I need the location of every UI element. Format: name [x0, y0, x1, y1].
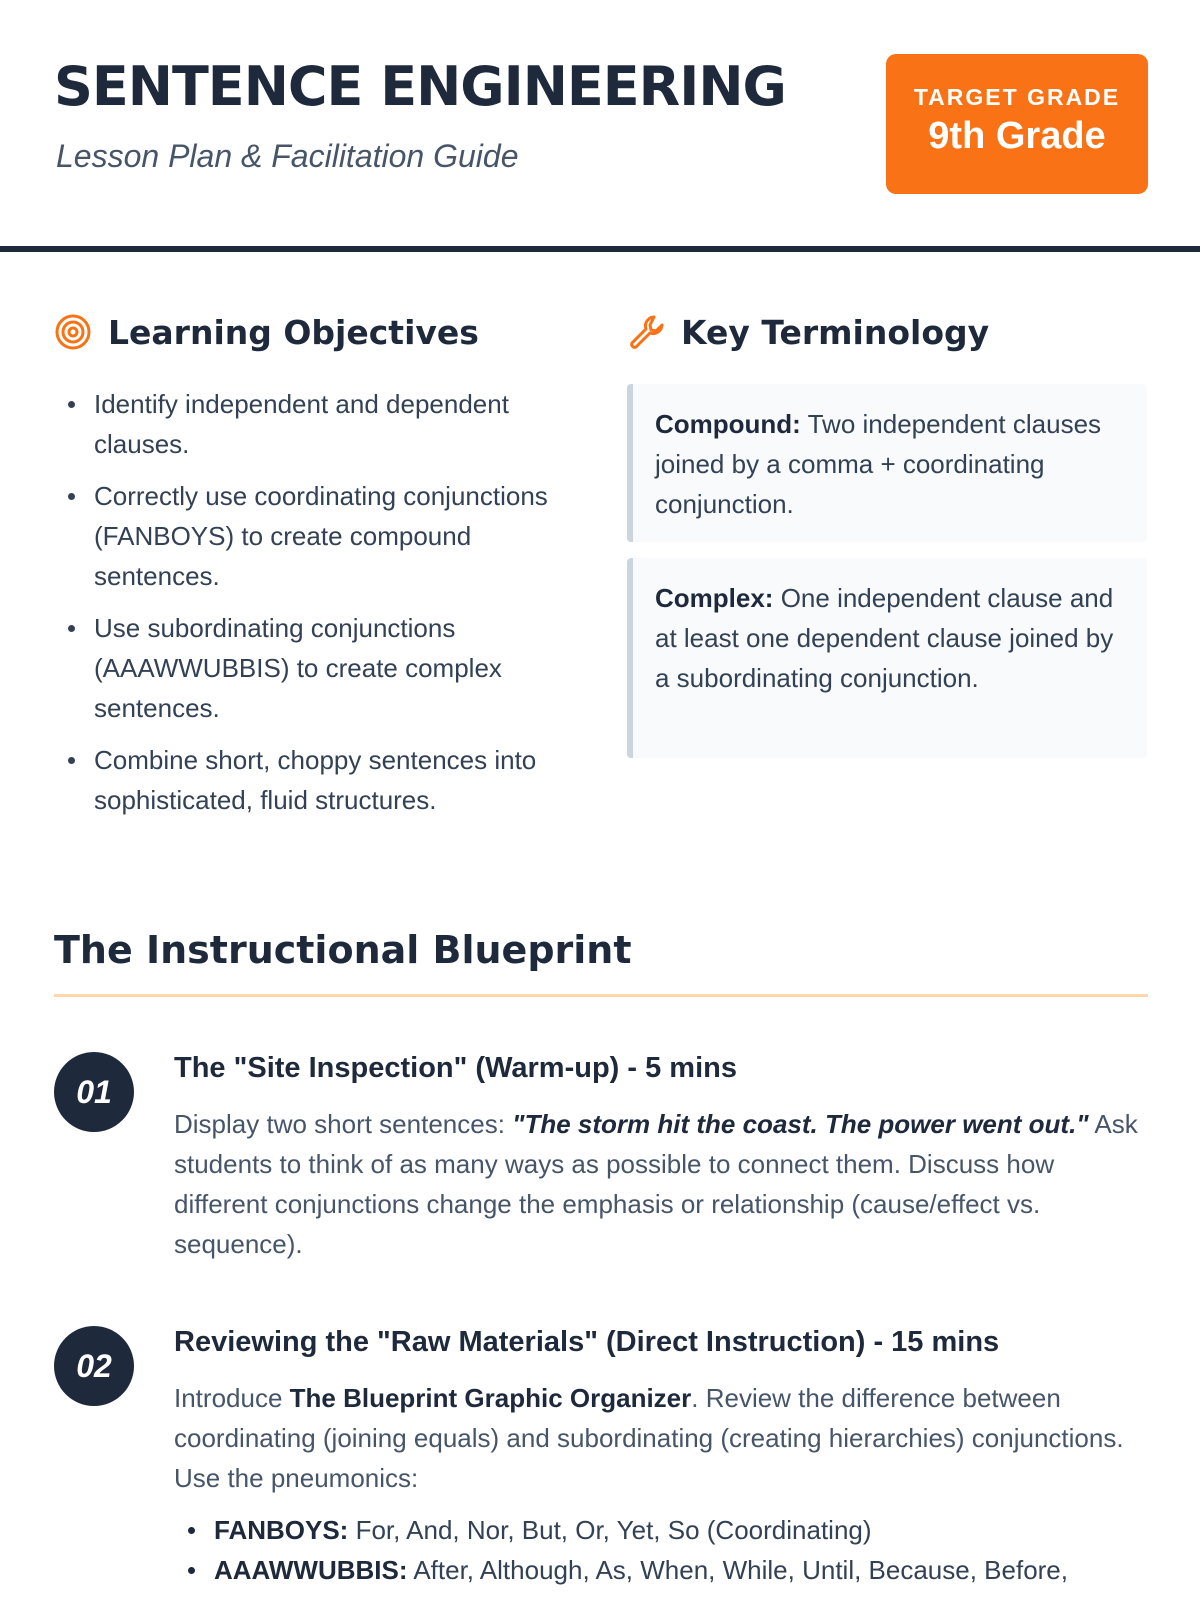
example-quote: "The storm hit the coast. The power went out."	[512, 1109, 1089, 1139]
list-item: AAAWWUBBIS: After, Although, As, When, While, Until, Because, Before,	[174, 1550, 1148, 1590]
term-name: Complex:	[655, 583, 774, 613]
grade-label: TARGET GRADE	[913, 84, 1121, 110]
term-definition: One independent clause and at least one dependent clause joined by a subordinating conjunction.	[655, 583, 1114, 693]
wrench-icon	[627, 313, 665, 351]
grade-badge	[886, 54, 1148, 194]
terminology-title: Key Terminology	[681, 312, 990, 352]
step-title: The "Site Inspection" (Warm-up) - 5 mins	[174, 1052, 737, 1084]
term-definition: Two independent clauses joined by a comma + coordinating conjunction.	[655, 409, 1102, 519]
blueprint-title: The Instructional Blueprint	[54, 928, 632, 972]
term-card-compound	[627, 384, 1147, 542]
page-title: SENTENCE ENGINEERING	[54, 55, 786, 118]
step-number: 01	[54, 1052, 134, 1132]
learning-objectives-section	[54, 310, 564, 832]
grade-value: 9th Grade	[928, 115, 1106, 157]
list-item: Identify independent and dependent clauses.	[54, 384, 564, 464]
step-title: Reviewing the "Raw Materials" (Direct Instruction) - 15 mins	[174, 1326, 1000, 1358]
term-name: Compound:	[655, 409, 801, 439]
instructional-blueprint-section	[54, 928, 1148, 997]
header-divider	[0, 246, 1200, 252]
step-number: 02	[54, 1326, 134, 1406]
list-item: Use subordinating conjunctions (AAAWWUBBIS) to create complex sentences.	[54, 608, 564, 728]
page-header	[54, 52, 1148, 202]
step-description: Display two short sentences: "The storm hit the coast. The power went out." Ask students to think of as many ways as possible to connect them. Discuss how different conjunctions change the emphasis or relationship (cause/effect vs. sequence).	[174, 1109, 1138, 1259]
blueprint-divider	[54, 994, 1148, 997]
list-item: Combine short, choppy sentences into sophisticated, fluid structures.	[54, 740, 564, 820]
target-icon	[54, 313, 92, 351]
objectives-title: Learning Objectives	[108, 312, 479, 352]
page-subtitle: Lesson Plan & Facilitation Guide	[56, 138, 519, 174]
mnemonics-list	[174, 1510, 1148, 1590]
list-item: Correctly use coordinating conjunctions (FANBOYS) to create compound sentences.	[54, 476, 564, 596]
term-card-complex	[627, 558, 1147, 758]
list-item: FANBOYS: For, And, Nor, But, Or, Yet, So (Coordinating)	[174, 1510, 1148, 1550]
organizer-name: The Blueprint Graphic Organizer	[289, 1383, 692, 1413]
key-terminology-section	[627, 310, 1147, 758]
objectives-list	[54, 384, 564, 820]
step-description: Introduce The Blueprint Graphic Organizer. Review the difference between coordinating (joining equals) and subordinating (creating hierarchies) conjunctions. Use the pneumonics:	[174, 1383, 1124, 1493]
